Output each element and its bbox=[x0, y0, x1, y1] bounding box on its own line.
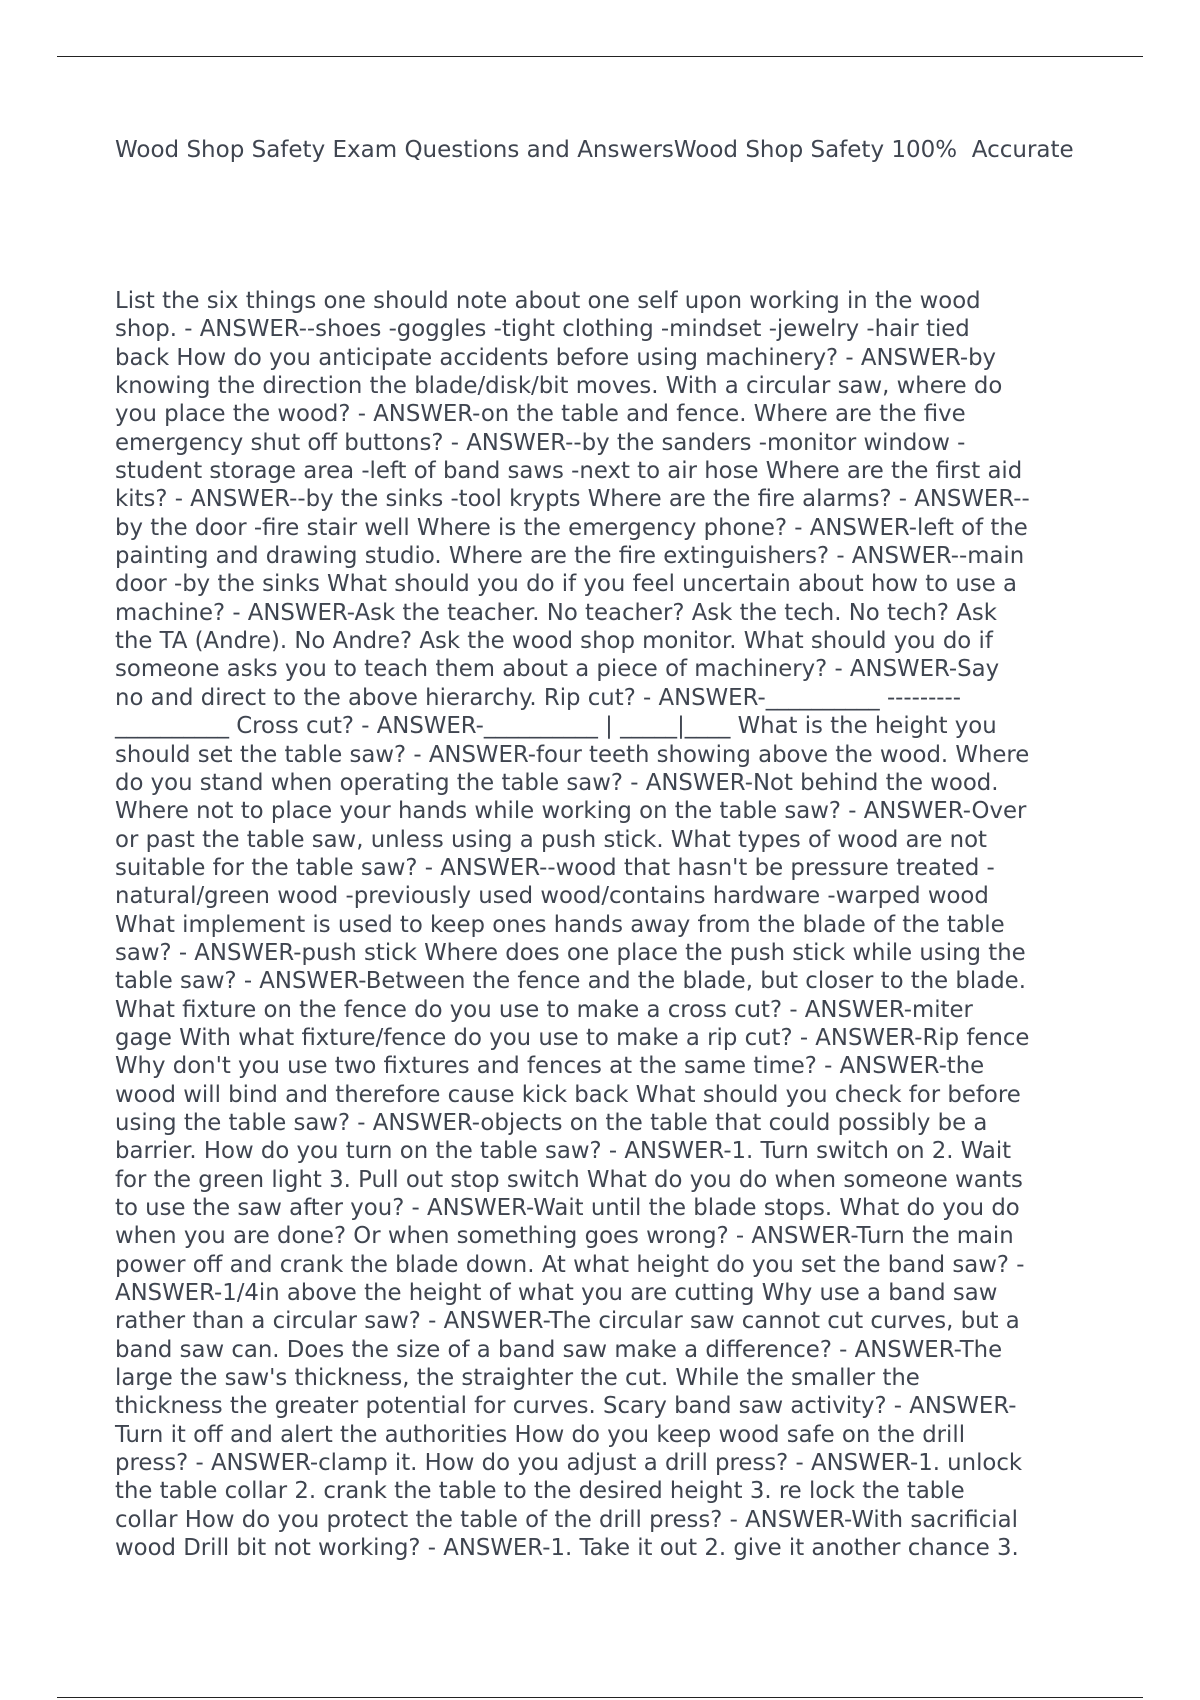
footer-rule bbox=[57, 1697, 1143, 1698]
document-body: List the six things one should note about one self upon working in the wood shop. - ANSWER--shoes -goggles -tight clothing -mindset -jewelry -hair tied back How do you anticipate accidents before using machinery? - ANSWER-by knowing the direction the blade/disk/bit moves. With a circular saw, where do you place the wood? - ANSWER-on the table and fence. Where are the five emergency shut off buttons? - ANSWER--by the sanders -monitor window - student storage area -left of band saws -next to air hose Where are the first aid kits? - ANSWER--by the sinks -tool krypts Where are the fire alarms? - ANSWER-- by the door -fire stair well Where is the emergency phone? - ANSWER-left of the painting and drawing studio. Where are the fire extinguishers? - ANSWER--main door -by the sinks What should you do if you feel uncertain about how to use a machine? - ANSWER-Ask the teacher. No teacher? Ask the tech. No tech? Ask the TA (Andre). No Andre? Ask the wood shop monitor. What should you do if someone asks you to teach them about a piece of machinery? - ANSWER-Say no and direct to the above hierarchy. Rip cut? - ANSWER-__________ --------- __________ Cross cut? - ANSWER-__________ | _____|____ What is the height you should set the table saw? - ANSWER-four teeth showing above the wood. Where do you stand when operating the table saw? - ANSWER-Not behind the wood. Where not to place your hands while working on the table saw? - ANSWER-Over or past the table saw, unless using a push stick. What types of wood are not suitable for the table saw? - ANSWER--wood that hasn't be pressure treated - natural/green wood -previously used wood/contains hardware -warped wood What implement is used to keep ones hands away from the blade of the table saw? - ANSWER-push stick Where does one place the push stick while using the table saw? - ANSWER-Between the fence and the blade, but closer to the blade. What fixture on the fence do you use to make a cross cut? - ANSWER-miter gage With what fixture/fence do you use to make a rip cut? - ANSWER-Rip fence Why don't you use two fixtures and fences at the same time? - ANSWER-the wood will bind and therefore cause kick back What should you check for before using the table saw? - ANSWER-objects on the table that could possibly be a barrier. How do you turn on the table saw? - ANSWER-1. Turn switch on 2. Wait for the green light 3. Pull out stop switch What do you do when someone wants to use the saw after you? - ANSWER-Wait until the blade stops. What do you do when you are done? Or when something goes wrong? - ANSWER-Turn the main power off and crank the blade down. At what height do you set the band saw? - ANSWER-1/4in above the height of what you are cutting Why use a band saw rather than a circular saw? - ANSWER-The circular saw cannot cut curves, but a band saw can. Does the size of a band saw make a difference? - ANSWER-The large the saw's thickness, the straighter the cut. While the smaller the thickness the greater potential for curves. Scary band saw activity? - ANSWER- Turn it off and alert the authorities How do you keep wood safe on the drill press? - ANSWER-clamp it. How do you adjust a drill press? - ANSWER-1. unlock the table collar 2. crank the table to the desired height 3. re lock the table collar How do you protect the table of the drill press? - ANSWER-With sacrificial wood Drill bit not working? - ANSWER-1. Take it out 2. give it another chance 3. bbox=[115, 288, 1030, 1562]
header-rule bbox=[57, 56, 1143, 57]
document-title: Wood Shop Safety Exam Questions and AnswersWood Shop Safety 100% Accurate bbox=[115, 137, 1074, 163]
